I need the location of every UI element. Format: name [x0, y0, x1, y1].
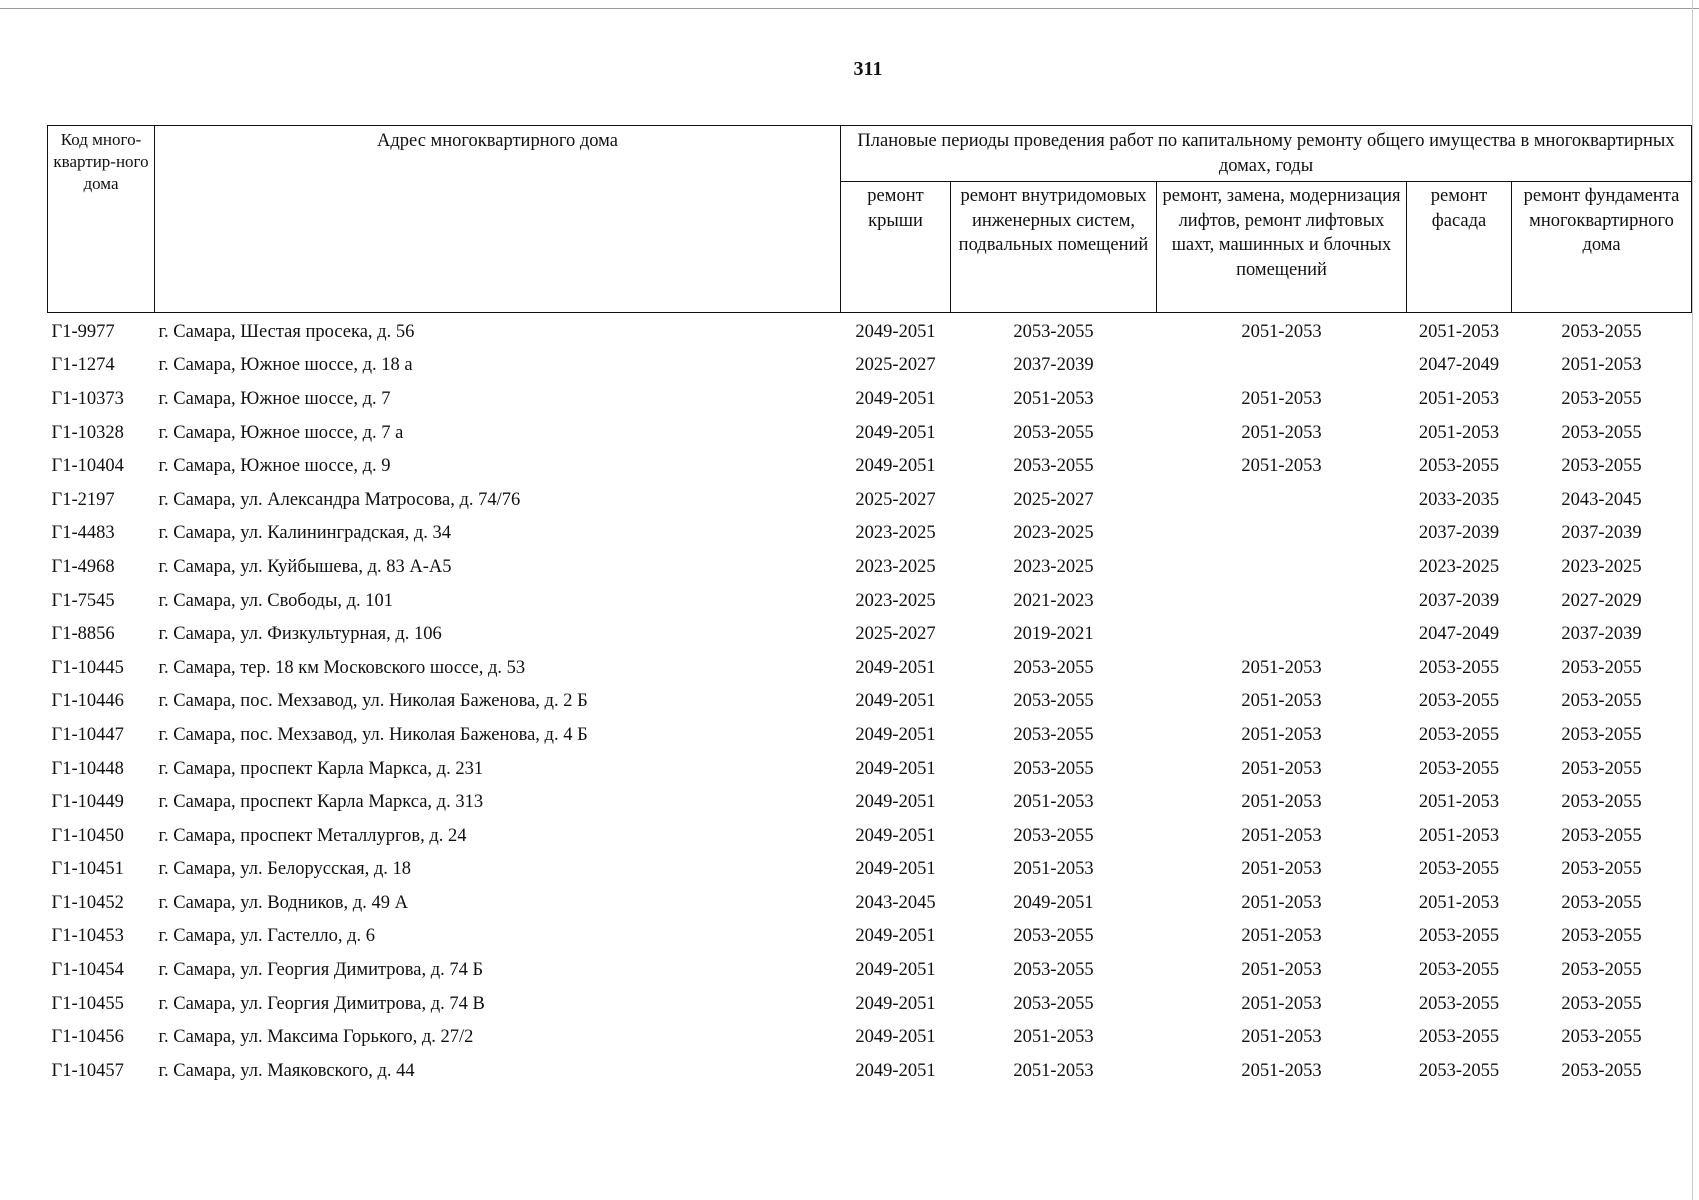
foundation-period: 2043-2045 — [1561, 489, 1642, 510]
header-periods-group: Плановые периоды проведения работ по капитальному ремонту общего имущества в многоквартирных домах, годы — [841, 126, 1692, 182]
elevators-period — [1157, 349, 1407, 383]
foundation-period: 2053-2055 — [1561, 1027, 1642, 1048]
elevators-period — [1157, 483, 1407, 517]
foundation-period: 2053-2055 — [1561, 691, 1642, 712]
roof-period: 2049-2051 — [855, 859, 936, 880]
page-edge — [1692, 0, 1693, 1200]
foundation-period: 2037-2039 — [1561, 624, 1642, 645]
house-code: Г1-10328 — [51, 422, 124, 443]
roof-period: 2049-2051 — [855, 388, 936, 409]
header-foundation: ремонт фундамента многоквартирного дома — [1512, 182, 1692, 313]
facade-period: 2053-2055 — [1418, 691, 1500, 712]
roof-period: 2049-2051 — [855, 456, 936, 477]
table-row — [48, 987, 1692, 1021]
house-code: Г1-10446 — [51, 691, 124, 712]
table-row — [48, 349, 1692, 383]
roof-period: 2025-2027 — [855, 489, 936, 510]
house-address: г. Самара, ул. Белорусская, д. 18 — [158, 859, 412, 880]
table-row — [48, 752, 1692, 786]
elevators-period — [1157, 617, 1407, 651]
table-row — [48, 449, 1692, 483]
table-row — [48, 313, 1692, 349]
facade-period: 2051-2053 — [1418, 321, 1500, 342]
foundation-period: 2053-2055 — [1561, 388, 1642, 409]
table-row — [48, 517, 1692, 551]
capital-repair-table — [47, 125, 1692, 1088]
elevators-period — [1157, 550, 1407, 584]
table-row — [48, 584, 1692, 618]
foundation-period: 2053-2055 — [1561, 456, 1642, 477]
house-code: Г1-4483 — [51, 523, 115, 544]
elevators-period — [1157, 584, 1407, 618]
facade-period: 2037-2039 — [1418, 523, 1500, 544]
house-code: Г1-7545 — [51, 590, 115, 611]
foundation-period: 2053-2055 — [1561, 758, 1642, 779]
house-code: Г1-10454 — [51, 960, 124, 981]
engineering-period: 2053-2055 — [1013, 456, 1094, 477]
house-address: г. Самара, ул. Физкультурная, д. 106 — [158, 624, 442, 645]
engineering-period: 2023-2025 — [1013, 523, 1094, 544]
facade-period: 2051-2053 — [1418, 792, 1500, 813]
house-code: Г1-2197 — [51, 489, 115, 510]
foundation-period: 2037-2039 — [1561, 523, 1642, 544]
facade-period: 2053-2055 — [1418, 859, 1500, 880]
house-address: г. Самара, пос. Мехзавод, ул. Николая Баженова, д. 2 Б — [158, 691, 588, 712]
facade-period: 2053-2055 — [1418, 1027, 1500, 1048]
table-row — [48, 920, 1692, 954]
top-rule — [0, 8, 1699, 9]
roof-period: 2025-2027 — [855, 624, 936, 645]
engineering-period: 2053-2055 — [1013, 960, 1094, 981]
elevators-period: 2051-2053 — [1241, 456, 1322, 477]
roof-period: 2023-2025 — [855, 556, 936, 577]
elevators-period: 2051-2053 — [1241, 422, 1322, 443]
header-roof: ремонт крыши — [841, 182, 951, 313]
header-engineering: ремонт внутридомовых инженерных систем, подвальных помещений — [951, 182, 1157, 313]
foundation-period: 2053-2055 — [1561, 657, 1642, 678]
engineering-period: 2051-2053 — [1013, 859, 1094, 880]
elevators-period: 2051-2053 — [1241, 657, 1322, 678]
house-code: Г1-10448 — [51, 758, 124, 779]
house-address: г. Самара, проспект Металлургов, д. 24 — [158, 825, 467, 846]
house-code: Г1-9977 — [51, 321, 115, 342]
header-address: Адрес многоквартирного дома — [155, 126, 841, 313]
foundation-period: 2027-2029 — [1561, 590, 1642, 611]
house-address: г. Самара, Южное шоссе, д. 7 а — [158, 422, 404, 443]
house-address: г. Самара, Южное шоссе, д. 7 — [158, 388, 391, 409]
elevators-period: 2051-2053 — [1241, 724, 1322, 745]
house-code: Г1-10449 — [51, 792, 124, 813]
engineering-period: 2019-2021 — [1013, 624, 1094, 645]
engineering-period: 2053-2055 — [1013, 825, 1094, 846]
table-row — [48, 886, 1692, 920]
house-code: Г1-10445 — [51, 657, 124, 678]
roof-period: 2043-2045 — [855, 892, 936, 913]
house-address: г. Самара, ул. Свободы, д. 101 — [158, 590, 394, 611]
roof-period: 2049-2051 — [855, 422, 936, 443]
house-address: г. Самара, проспект Карла Маркса, д. 231 — [158, 758, 484, 779]
facade-period: 2037-2039 — [1418, 590, 1500, 611]
house-code: Г1-1274 — [51, 355, 115, 376]
elevators-period: 2051-2053 — [1241, 825, 1322, 846]
foundation-period: 2053-2055 — [1561, 321, 1642, 342]
table-body — [48, 313, 1692, 1088]
roof-period: 2049-2051 — [855, 758, 936, 779]
elevators-period: 2051-2053 — [1241, 321, 1322, 342]
house-code: Г1-10456 — [51, 1027, 124, 1048]
engineering-period: 2049-2051 — [1013, 892, 1094, 913]
facade-period: 2053-2055 — [1418, 1060, 1500, 1081]
foundation-period: 2053-2055 — [1561, 960, 1642, 981]
facade-period: 2023-2025 — [1418, 556, 1500, 577]
table-row — [48, 718, 1692, 752]
house-address: г. Самара, ул. Водников, д. 49 А — [158, 892, 408, 913]
elevators-period: 2051-2053 — [1241, 993, 1322, 1014]
engineering-period: 2025-2027 — [1013, 489, 1094, 510]
foundation-period: 2053-2055 — [1561, 422, 1642, 443]
facade-period: 2047-2049 — [1418, 355, 1500, 376]
foundation-period: 2053-2055 — [1561, 792, 1642, 813]
house-code: Г1-10447 — [51, 724, 124, 745]
house-address: г. Самара, Шестая просека, д. 56 — [158, 321, 415, 342]
engineering-period: 2053-2055 — [1013, 926, 1094, 947]
facade-period: 2053-2055 — [1418, 960, 1500, 981]
roof-period: 2049-2051 — [855, 1027, 936, 1048]
roof-period: 2049-2051 — [855, 960, 936, 981]
engineering-period: 2053-2055 — [1013, 691, 1094, 712]
house-address: г. Самара, ул. Максима Горького, д. 27/2 — [158, 1027, 474, 1048]
elevators-period: 2051-2053 — [1241, 792, 1322, 813]
roof-period: 2049-2051 — [855, 926, 936, 947]
roof-period: 2023-2025 — [855, 590, 936, 611]
engineering-period: 2023-2025 — [1013, 556, 1094, 577]
table-row — [48, 685, 1692, 719]
roof-period: 2049-2051 — [855, 657, 936, 678]
house-address: г. Самара, ул. Куйбышева, д. 83 А-А5 — [158, 556, 452, 577]
house-code: Г1-10451 — [51, 859, 124, 880]
table-row — [48, 853, 1692, 887]
header-elevators: ремонт, замена, модернизация лифтов, ремонт лифтовых шахт, машинных и блочных помещений — [1157, 182, 1407, 313]
elevators-period: 2051-2053 — [1241, 926, 1322, 947]
facade-period: 2051-2053 — [1418, 825, 1500, 846]
house-address: г. Самара, ул. Георгия Димитрова, д. 74 Б — [158, 960, 484, 981]
foundation-period: 2053-2055 — [1561, 993, 1642, 1014]
table-row — [48, 382, 1692, 416]
roof-period: 2023-2025 — [855, 523, 936, 544]
facade-period: 2053-2055 — [1418, 926, 1500, 947]
house-address: г. Самара, Южное шоссе, д. 9 — [158, 456, 391, 477]
foundation-period: 2023-2025 — [1561, 556, 1642, 577]
facade-period: 2053-2055 — [1418, 758, 1500, 779]
house-code: Г1-4968 — [51, 556, 115, 577]
engineering-period: 2053-2055 — [1013, 993, 1094, 1014]
roof-period: 2025-2027 — [855, 355, 936, 376]
elevators-period — [1157, 517, 1407, 551]
roof-period: 2049-2051 — [855, 1060, 936, 1081]
elevators-period: 2051-2053 — [1241, 859, 1322, 880]
roof-period: 2049-2051 — [855, 321, 936, 342]
house-code: Г1-10450 — [51, 825, 124, 846]
facade-period: 2047-2049 — [1418, 624, 1500, 645]
house-address: г. Самара, проспект Карла Маркса, д. 313 — [158, 792, 484, 813]
table-row — [48, 651, 1692, 685]
table-row — [48, 785, 1692, 819]
house-address: г. Самара, ул. Маяковского, д. 44 — [158, 1060, 415, 1081]
page-number: 311 — [853, 58, 883, 80]
table-row — [48, 617, 1692, 651]
facade-period: 2051-2053 — [1418, 892, 1500, 913]
foundation-period: 2053-2055 — [1561, 859, 1642, 880]
house-code: Г1-10404 — [51, 456, 124, 477]
elevators-period: 2051-2053 — [1241, 960, 1322, 981]
table-row — [48, 1020, 1692, 1054]
house-address: г. Самара, ул. Гастелло, д. 6 — [158, 926, 376, 947]
house-address: г. Самара, Южное шоссе, д. 18 а — [158, 355, 413, 376]
house-address: г. Самара, ул. Александра Матросова, д. 74/76 — [158, 489, 521, 510]
roof-period: 2049-2051 — [855, 724, 936, 745]
table-row — [48, 483, 1692, 517]
elevators-period: 2051-2053 — [1241, 1060, 1322, 1081]
table-row — [48, 953, 1692, 987]
foundation-period: 2051-2053 — [1561, 355, 1642, 376]
house-code: Г1-10452 — [51, 892, 124, 913]
foundation-period: 2053-2055 — [1561, 1060, 1642, 1081]
facade-period: 2033-2035 — [1418, 489, 1500, 510]
house-address: г. Самара, ул. Георгия Димитрова, д. 74 В — [158, 993, 485, 1014]
facade-period: 2053-2055 — [1418, 724, 1500, 745]
table-header — [48, 126, 1692, 313]
house-code: Г1-10373 — [51, 388, 124, 409]
engineering-period: 2053-2055 — [1013, 321, 1094, 342]
roof-period: 2049-2051 — [855, 993, 936, 1014]
facade-period: 2053-2055 — [1418, 456, 1500, 477]
foundation-period: 2053-2055 — [1561, 892, 1642, 913]
header-code: Код много-квартир-ного дома — [48, 126, 155, 313]
house-address: г. Самара, ул. Калининградская, д. 34 — [158, 523, 452, 544]
foundation-period: 2053-2055 — [1561, 926, 1642, 947]
house-code: Г1-10453 — [51, 926, 124, 947]
table-row — [48, 1054, 1692, 1088]
house-code: Г1-10457 — [51, 1060, 124, 1081]
house-address: г. Самара, пос. Мехзавод, ул. Николая Баженова, д. 4 Б — [158, 724, 588, 745]
facade-period: 2053-2055 — [1418, 657, 1500, 678]
elevators-period: 2051-2053 — [1241, 758, 1322, 779]
roof-period: 2049-2051 — [855, 691, 936, 712]
elevators-period: 2051-2053 — [1241, 388, 1322, 409]
foundation-period: 2053-2055 — [1561, 724, 1642, 745]
engineering-period: 2037-2039 — [1013, 355, 1094, 376]
engineering-period: 2021-2023 — [1013, 590, 1094, 611]
elevators-period: 2051-2053 — [1241, 691, 1322, 712]
house-address: г. Самара, тер. 18 км Московского шоссе, д. 53 — [158, 657, 526, 678]
engineering-period: 2053-2055 — [1013, 758, 1094, 779]
engineering-period: 2053-2055 — [1013, 657, 1094, 678]
engineering-period: 2051-2053 — [1013, 388, 1094, 409]
house-code: Г1-10455 — [51, 993, 124, 1014]
foundation-period: 2053-2055 — [1561, 825, 1642, 846]
facade-period: 2053-2055 — [1418, 993, 1500, 1014]
engineering-period: 2053-2055 — [1013, 422, 1094, 443]
elevators-period: 2051-2053 — [1241, 1027, 1322, 1048]
elevators-period: 2051-2053 — [1241, 892, 1322, 913]
table-row — [48, 819, 1692, 853]
facade-period: 2051-2053 — [1418, 388, 1500, 409]
header-facade: ремонт фасада — [1407, 182, 1512, 313]
roof-period: 2049-2051 — [855, 825, 936, 846]
facade-period: 2051-2053 — [1418, 422, 1500, 443]
table-row — [48, 550, 1692, 584]
table-row — [48, 416, 1692, 450]
engineering-period: 2051-2053 — [1013, 792, 1094, 813]
engineering-period: 2051-2053 — [1013, 1027, 1094, 1048]
roof-period: 2049-2051 — [855, 792, 936, 813]
house-code: Г1-8856 — [51, 624, 115, 645]
engineering-period: 2051-2053 — [1013, 1060, 1094, 1081]
engineering-period: 2053-2055 — [1013, 724, 1094, 745]
